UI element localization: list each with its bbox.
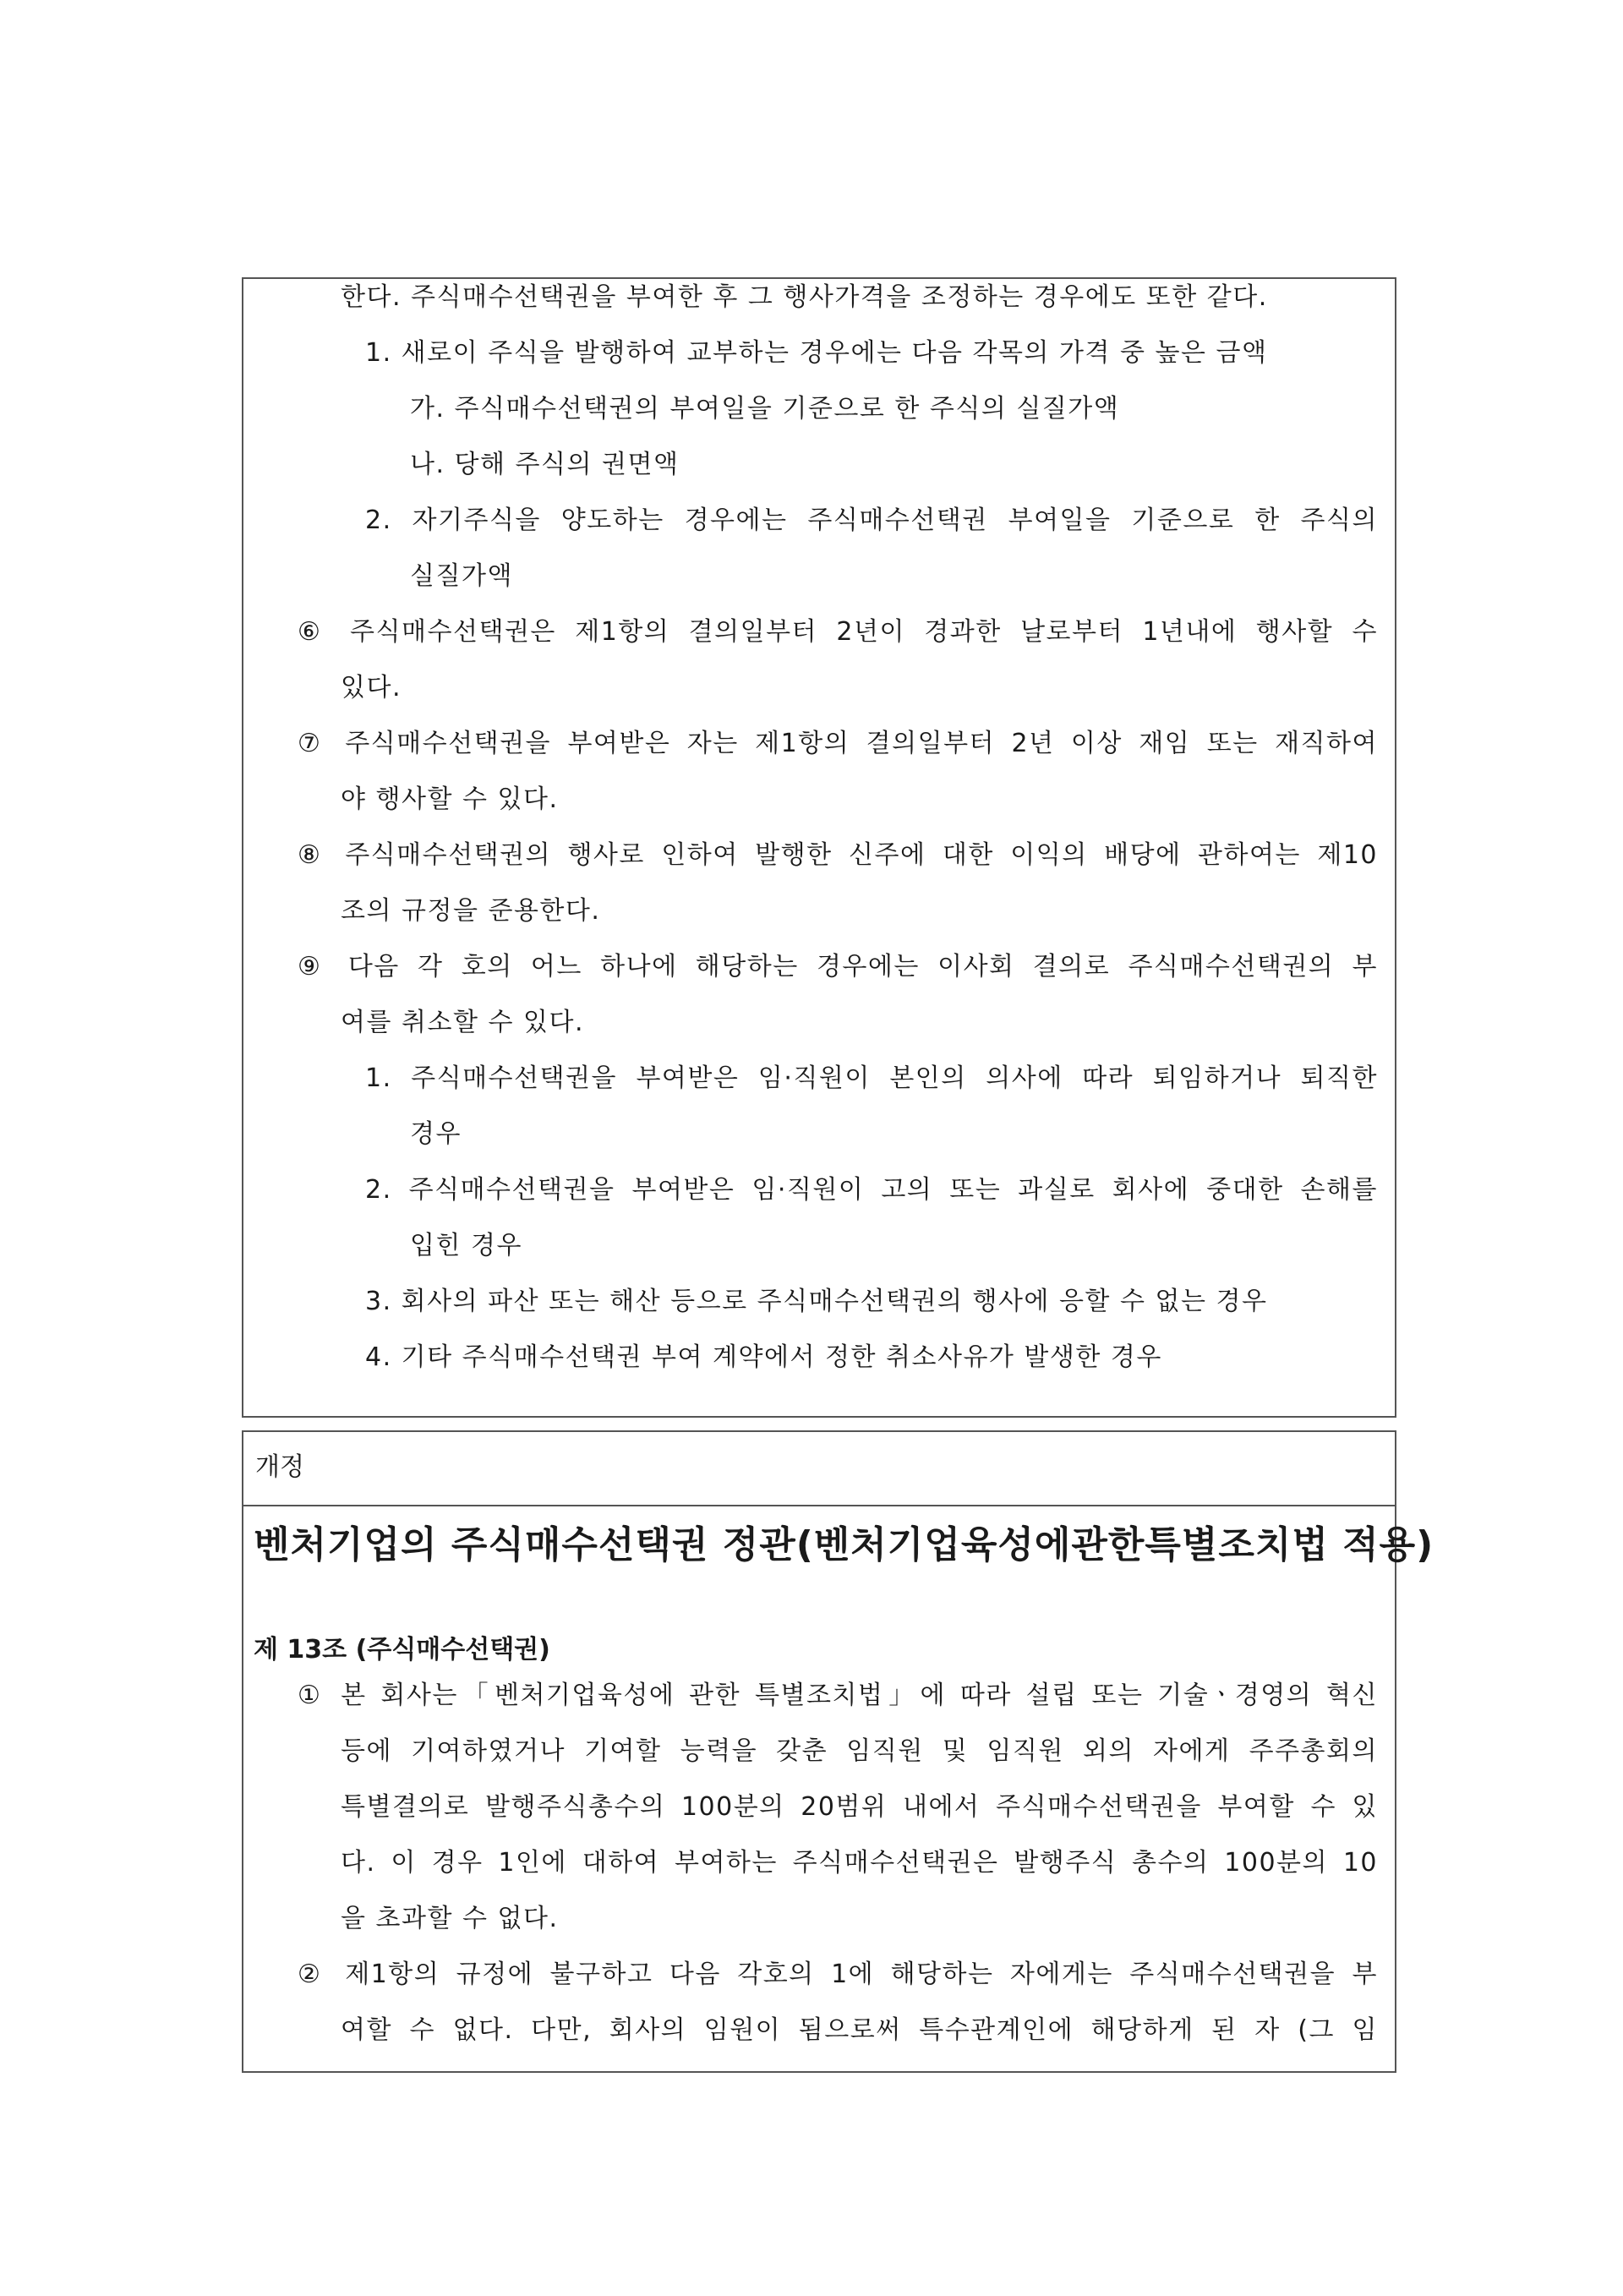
document-title: 벤처기업의 주식매수선택권 정관(벤처기업육성에관한특별조치법 적용) — [254, 1523, 1434, 1566]
text-line: 조의 규정을 준용한다. — [341, 896, 601, 926]
text-line: ① 본 회사는「벤처기업육성에 관한 특별조치법」에 따라 설립 또는 기술ㆍ경영의 혁신 — [298, 1681, 1378, 1710]
text-line: 가. 주식매수선택권의 부여일을 기준으로 한 주식의 실질가액 — [410, 394, 1120, 424]
text-line: 여를 취소할 수 있다. — [341, 1008, 584, 1037]
text-line: 야 행사할 수 있다. — [341, 784, 559, 814]
text-line: ⑧ 주식매수선택권의 행사로 인하여 발행한 신주에 대한 이익의 배당에 관하여는 제10 — [298, 840, 1378, 870]
revision-label: 개정 — [255, 1452, 304, 1482]
text-line: ⑨ 다음 각 호의 어느 하나에 해당하는 경우에는 이사회 결의로 주식매수선택권의 부 — [298, 952, 1378, 981]
text-line: 있다. — [341, 673, 402, 702]
revision-label-box — [242, 1430, 1396, 1506]
text-line: 1. 새로이 주식을 발행하여 교부하는 경우에는 다음 각목의 가격 중 높은 금액 — [365, 338, 1268, 368]
text-line: 여할 수 없다. 다만, 회사의 임원이 됨으로써 특수관계인에 해당하게 된 자 (그 임 — [341, 2015, 1378, 2045]
text-line: 한다. 주식매수선택권을 부여한 후 그 행사가격을 조정하는 경우에도 또한 같다. — [341, 282, 1268, 312]
text-line: ⑥ 주식매수선택권은 제1항의 결의일부터 2년이 경과한 날로부터 1년내에 행사할 수 — [298, 617, 1378, 647]
text-line: 특별결의로 발행주식총수의 100분의 20범위 내에서 주식매수선택권을 부여할 수 있 — [341, 1792, 1378, 1822]
text-line: 실질가액 — [410, 561, 513, 591]
text-line: 2. 자기주식을 양도하는 경우에는 주식매수선택권 부여일을 기준으로 한 주식의 — [365, 506, 1378, 535]
text-line: 등에 기여하였거나 기여할 능력을 갖춘 임직원 및 임직원 외의 자에게 주주총회의 — [341, 1736, 1378, 1766]
text-line: 4. 기타 주식매수선택권 부여 계약에서 정한 취소사유가 발생한 경우 — [365, 1342, 1162, 1372]
text-line: 입힌 경우 — [410, 1231, 522, 1260]
text-line: 나. 당해 주식의 권면액 — [410, 450, 680, 479]
text-line: 경우 — [410, 1119, 462, 1149]
text-line: 1. 주식매수선택권을 부여받은 임·직원이 본인의 의사에 따라 퇴임하거나 퇴직한 — [365, 1063, 1378, 1093]
text-line: 다. 이 경우 1인에 대하여 부여하는 주식매수선택권은 발행주식 총수의 100분의 10 — [341, 1848, 1378, 1878]
text-line: 을 초과할 수 없다. — [341, 1904, 559, 1933]
text-line: 2. 주식매수선택권을 부여받은 임·직원이 고의 또는 과실로 회사에 중대한 손해를 — [365, 1175, 1378, 1205]
text-line: 3. 회사의 파산 또는 해산 등으로 주식매수선택권의 행사에 응할 수 없는 경우 — [365, 1287, 1268, 1316]
text-line: ② 제1항의 규정에 불구하고 다음 각호의 1에 해당하는 자에게는 주식매수선택권을 부 — [298, 1960, 1378, 1989]
text-line: ⑦ 주식매수선택권을 부여받은 자는 제1항의 결의일부터 2년 이상 재임 또는 재직하여 — [298, 729, 1378, 758]
article-heading: 제 13조 (주식매수선택권) — [254, 1635, 550, 1665]
